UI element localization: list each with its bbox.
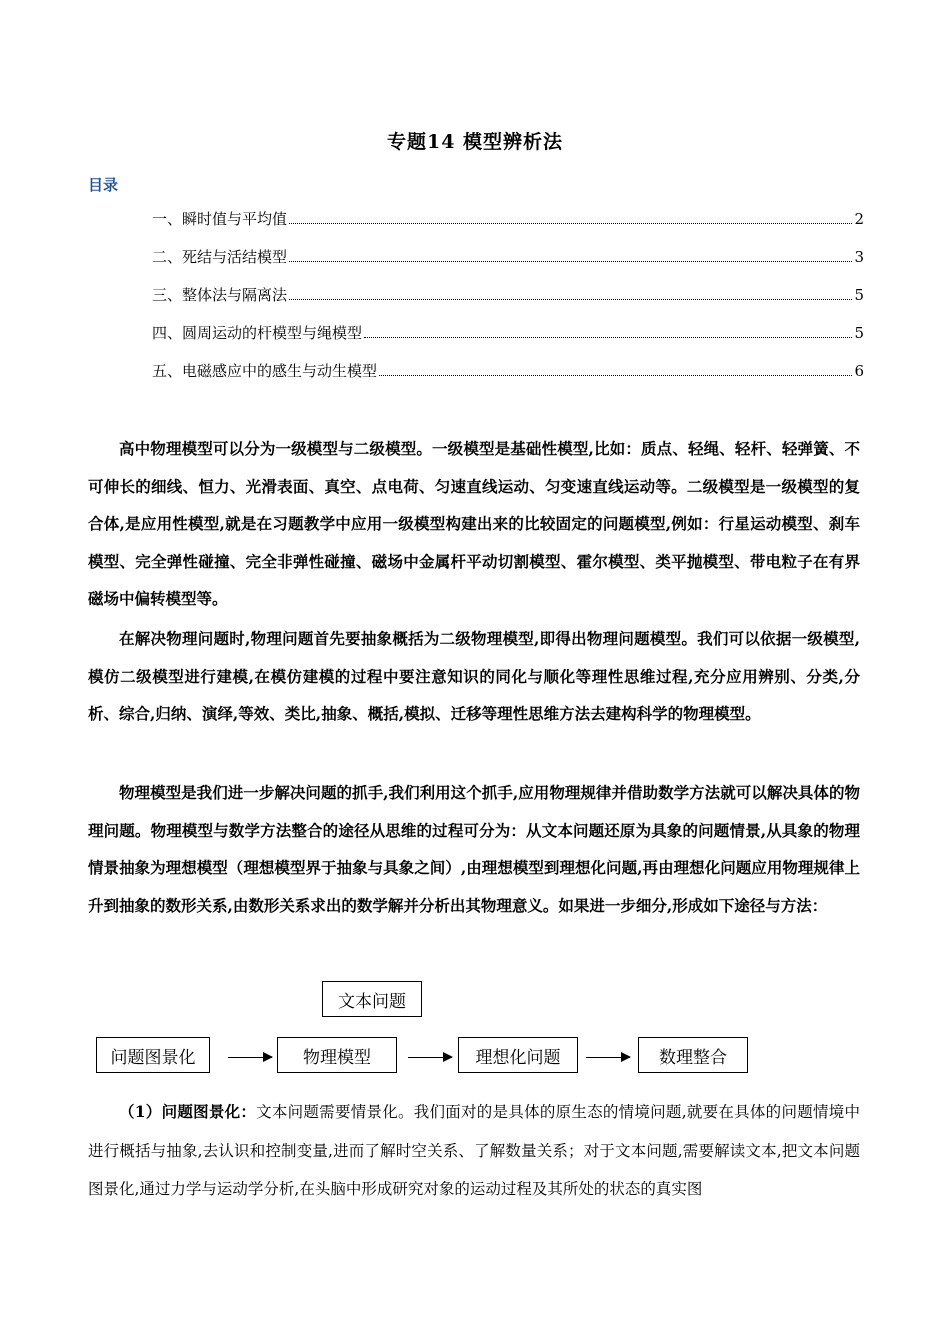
- paragraph-text: 高中物理模型可以分为一级模型与二级模型。一级模型是基础性模型,比如：质点、轻绳、轻杆、轻弹簧、不可伸长的细线、恒力、光滑表面、真空、点电荷、匀速直线运动、匀变速直线运动等。二级模型是一级模型的复合体,是应用性模型,就是在习题教学中应用一级模型构建出来的比较固定的问题模型,例如：行星运动模型、刹车模型、完全弹性碰撞、完全非弹性碰撞、磁场中金属杆平动切割模型、霍尔模型、类平抛模型、带电粒子在有界磁场中偏转模型等。: [88, 439, 860, 609]
- toc-item-page: 5: [854, 286, 864, 304]
- toc-item[interactable]: [152, 246, 864, 284]
- section-paragraph: [88, 1093, 860, 1209]
- flow-arrow: [408, 1057, 452, 1058]
- toc-heading: 目录: [88, 176, 119, 194]
- flow-box-step-4: 数理整合: [638, 1037, 748, 1073]
- flow-box-step-3: 理想化问题: [458, 1037, 578, 1073]
- toc-item-page: 6: [854, 362, 864, 380]
- page-title: 专题14 模型辨析法: [386, 131, 564, 153]
- toc-item-label: 三、整体法与隔离法: [152, 286, 288, 304]
- flow-arrow: [228, 1057, 272, 1058]
- toc-item-label: 四、圆周运动的杆模型与绳模型: [152, 324, 363, 342]
- flow-box-text-problem: 文本问题: [322, 981, 422, 1017]
- section-lead: （1）问题图景化：: [119, 1102, 257, 1121]
- toc-item-label: 二、死结与活结模型: [152, 248, 288, 266]
- toc-leader-dots: [379, 363, 852, 376]
- toc-item-label: 五、电磁感应中的感生与动生模型: [152, 362, 378, 380]
- flow-box-step-2: 物理模型: [277, 1037, 397, 1073]
- toc-item-page: 2: [854, 210, 864, 228]
- toc-leader-dots: [289, 211, 852, 224]
- toc-leader-dots: [289, 249, 852, 262]
- section-text: 文本问题需要情景化。我们面对的是具体的原生态的情境问题,就要在具体的问题情境中进行概括与抽象,去认识和控制变量,进而了解时空关系、了解数量关系；对于文本问题,需要解读文本,把文本问题图景化,通过力学与运动学分析,在头脑中形成研究对象的运动过程及其所处的状态的真实图: [88, 1103, 860, 1199]
- flow-box-step-1: 问题图景化: [96, 1037, 210, 1073]
- flow-arrow: [586, 1057, 630, 1058]
- paragraph-integration: [88, 774, 860, 924]
- toc-item[interactable]: [152, 284, 864, 322]
- toc-item[interactable]: [152, 360, 864, 398]
- toc-item-page: 3: [854, 248, 864, 266]
- toc-item-label: 一、瞬时值与平均值: [152, 210, 288, 228]
- table-of-contents: [152, 208, 864, 398]
- paragraph-text: 在解决物理问题时,物理问题首先要抽象概括为二级物理模型,即得出物理问题模型。我们可以依据一级模型,模仿二级模型进行建模,在模仿建模的过程中要注意知识的同化与顺化等理性思维过程,充分应用辨别、分类,分析、综合,归纳、演绎,等效、类比,抽象、概括,模拟、迁移等理性思维方法去建构科学的物理模型。: [88, 629, 860, 724]
- paragraph-model-levels: [88, 430, 860, 618]
- toc-item[interactable]: [152, 208, 864, 246]
- paragraph-text: 物理模型是我们进一步解决问题的抓手,我们利用这个抓手,应用物理规律并借助数学方法就可以解决具体的物理问题。物理模型与数学方法整合的途径从思维的过程可分为：从文本问题还原为具象的问题情景,从具象的物理情景抽象为理想模型（理想模型界于抽象与具象之间）,由理想模型到理想化问题,再由理想化问题应用物理规律上升到抽象的数形关系,由数形关系求出的数学解并分析出其物理意义。如果进一步细分,形成如下途径与方法：: [88, 783, 860, 915]
- toc-leader-dots: [289, 287, 852, 300]
- toc-item[interactable]: [152, 322, 864, 360]
- section-problem-visualization: [88, 1093, 860, 1209]
- toc-item-page: 5: [854, 324, 864, 342]
- flow-diagram: [90, 978, 770, 1078]
- paragraph-modeling: [88, 620, 860, 733]
- toc-leader-dots: [364, 325, 852, 338]
